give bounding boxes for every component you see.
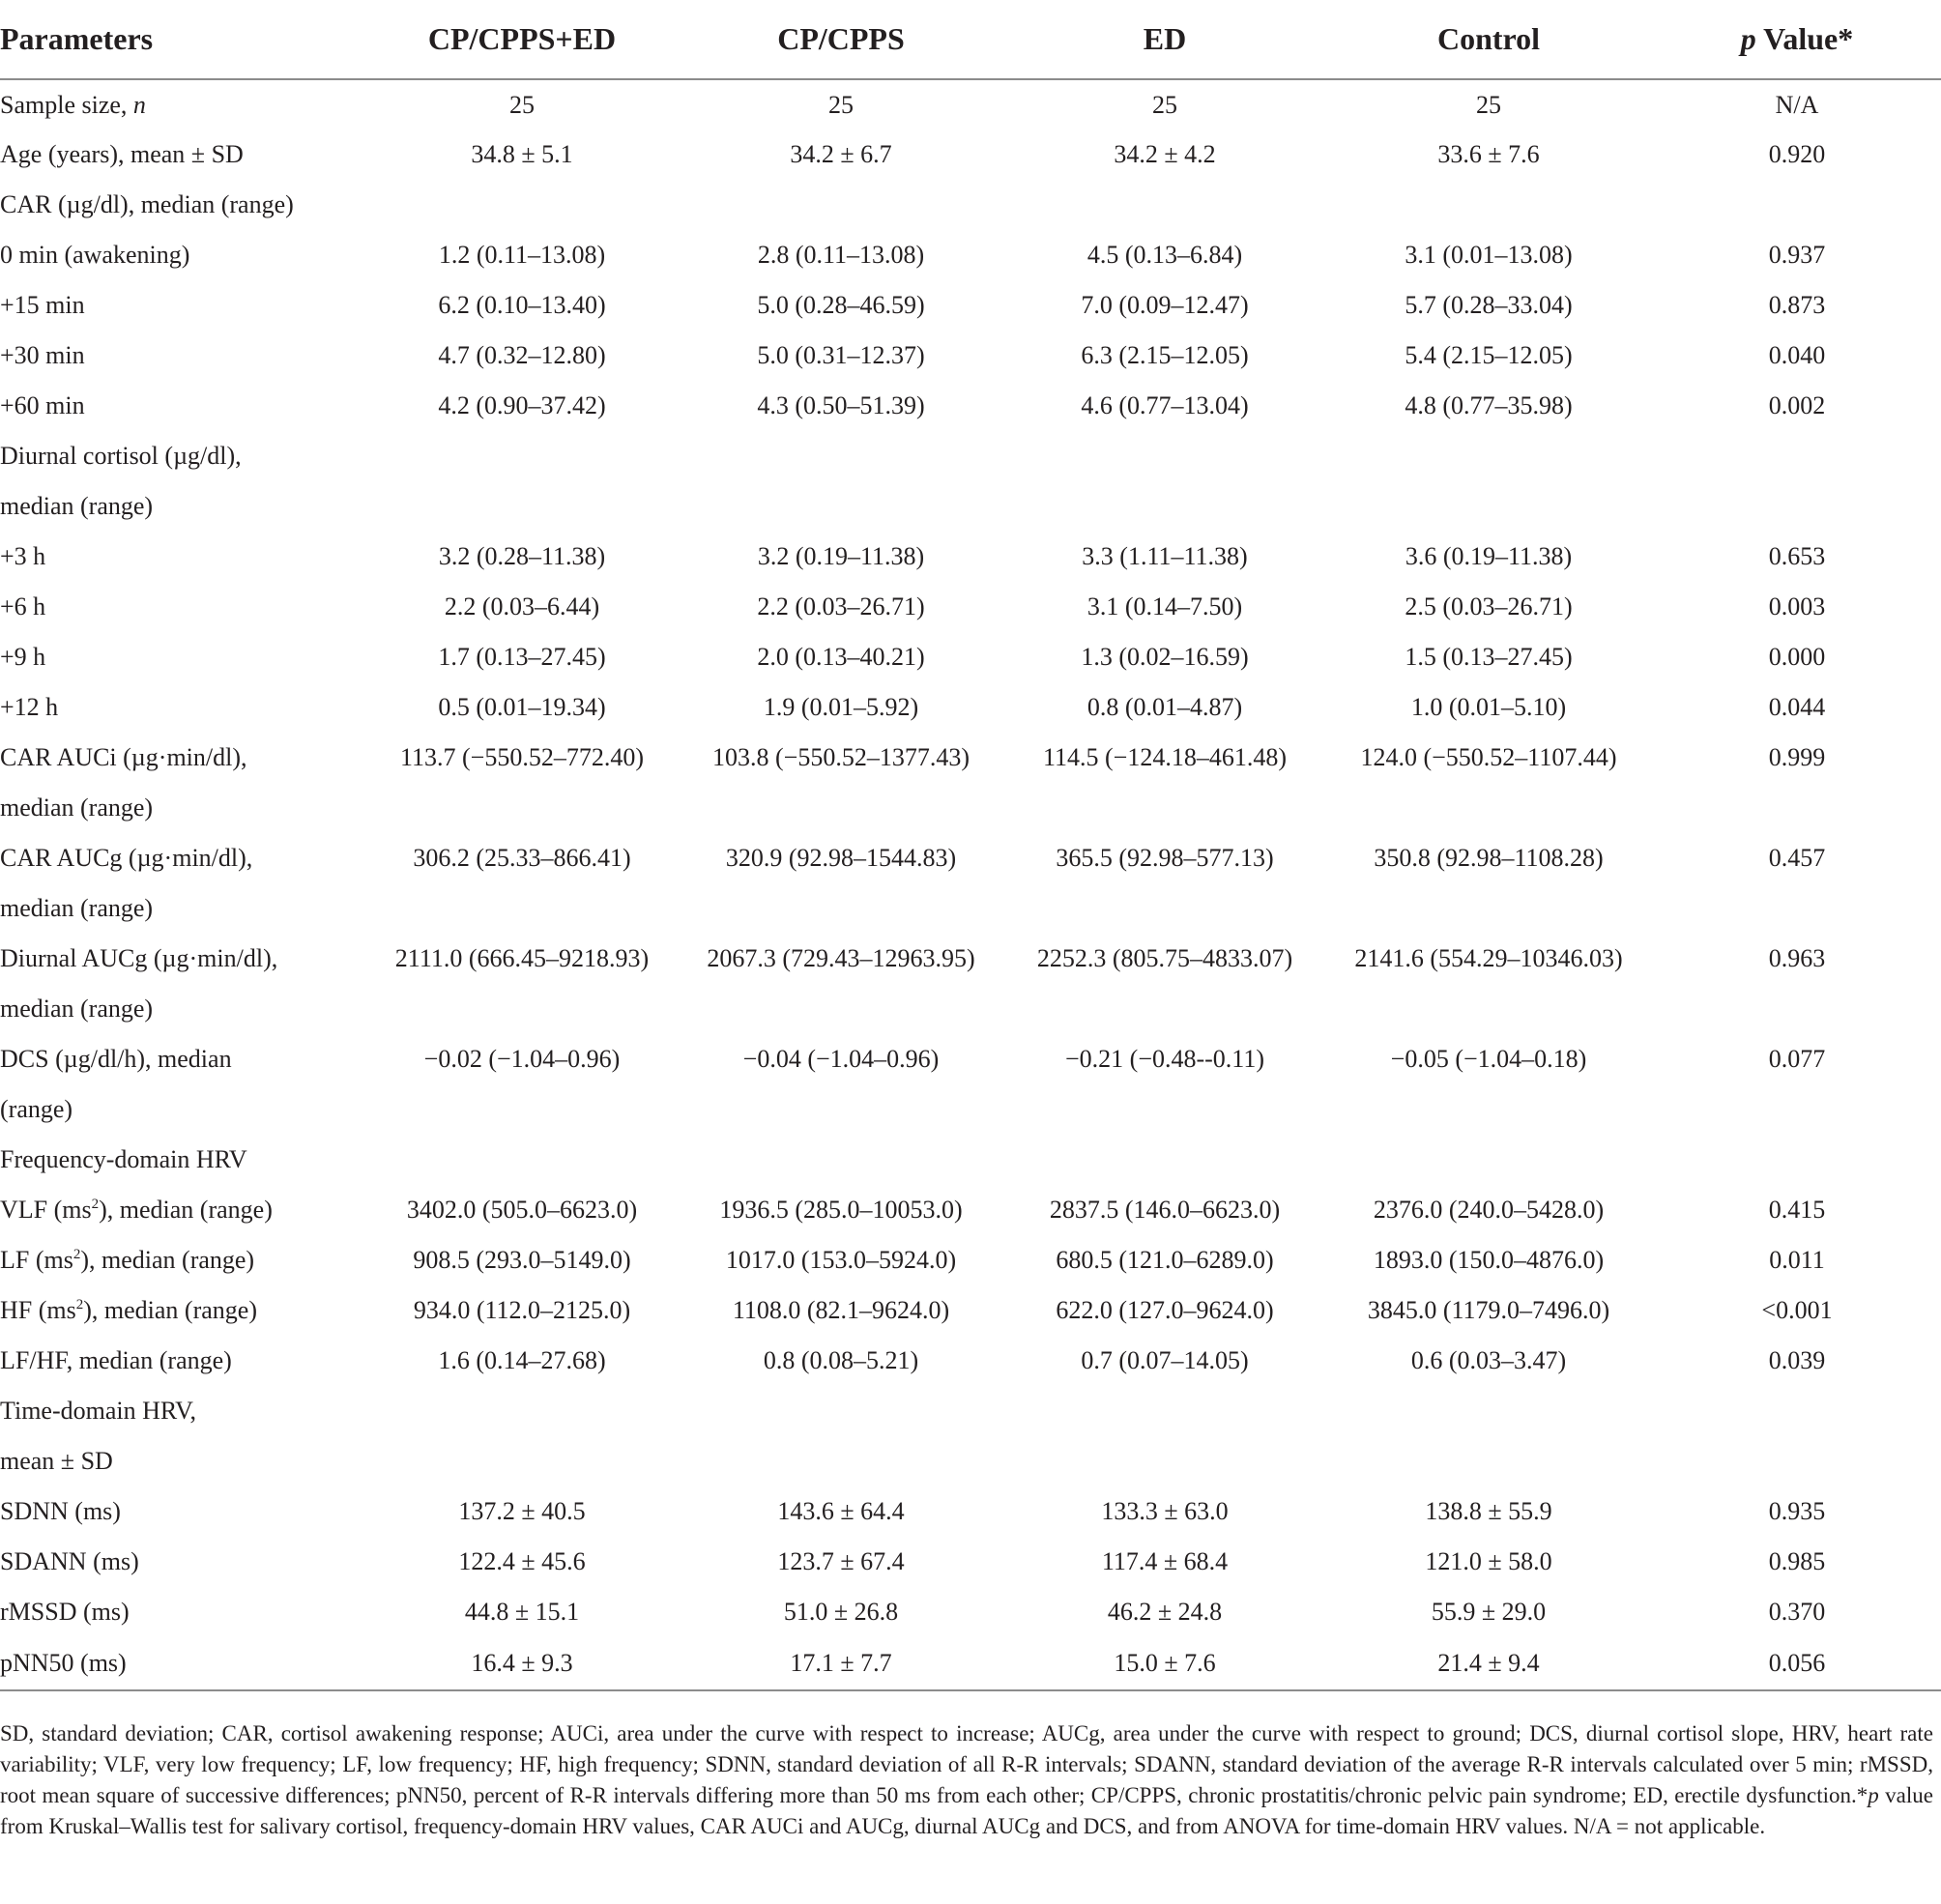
cell-cpcpps-ed: 2.2 (0.03–6.44): [444, 592, 600, 620]
cell-cpcpps-ed: [367, 1135, 677, 1185]
cell-control: 25: [1476, 90, 1501, 119]
cell-control: 121.0 ± 58.0: [1425, 1547, 1552, 1575]
row-label: [0, 632, 367, 682]
cell-ed: [1005, 1135, 1324, 1185]
cell-control: 138.8 ± 55.9: [1425, 1497, 1552, 1525]
cell-control: [1324, 180, 1653, 230]
cell-cpcpps-ed: 44.8 ± 15.1: [464, 1598, 580, 1626]
row-label-text: Age (years), mean ± SD: [0, 140, 244, 168]
cell-p-value: 0.077: [1768, 1045, 1826, 1073]
cell-cpcpps-ed: 1.6 (0.14–27.68): [438, 1346, 606, 1374]
cell-control: 3845.0 (1179.0–7496.0): [1367, 1296, 1610, 1324]
row-label: [0, 582, 367, 632]
row-label-text: LF (ms: [0, 1246, 73, 1274]
cell-cpcpps: 34.2 ± 6.7: [790, 140, 892, 168]
cell-ed: [1005, 1436, 1324, 1486]
cell-ed: [1005, 1084, 1324, 1135]
cell-cpcpps: 0.8 (0.08–5.21): [763, 1346, 919, 1374]
row-label-text: LF/HF, median (range): [0, 1346, 232, 1374]
row-label-superscript: 2: [75, 1297, 84, 1313]
cell-p-value: [1653, 1135, 1941, 1185]
cell-p-value: 0.003: [1768, 592, 1826, 620]
row-label: [0, 331, 367, 381]
row-label-italic: n: [132, 90, 146, 119]
cell-control: 2141.6 (554.29–10346.03): [1354, 944, 1623, 972]
table-row: [0, 1336, 1941, 1386]
cell-cpcpps: [677, 431, 1005, 481]
cell-p-value: 0.040: [1768, 341, 1826, 369]
cell-p-value: 0.056: [1653, 1637, 1941, 1690]
row-label: [0, 381, 367, 431]
row-label: [0, 1537, 367, 1587]
cell-cpcpps: 2.8 (0.11–13.08): [757, 241, 925, 269]
cell-ed: 114.5 (−124.18–461.48): [1042, 743, 1287, 771]
cell-cpcpps-ed: [367, 783, 677, 833]
cell-control: [1324, 783, 1653, 833]
cell-cpcpps: [677, 984, 1005, 1034]
cell-p-value: 0.370: [1768, 1598, 1826, 1626]
cell-cpcpps: [677, 1084, 1005, 1135]
cell-p-value: [1653, 1386, 1941, 1436]
cell-cpcpps: 123.7 ± 67.4: [777, 1547, 905, 1575]
row-label-text: DCS (µg/dl/h), median: [0, 1045, 232, 1073]
cell-p-value: [1653, 180, 1941, 230]
table-row: [0, 1587, 1941, 1637]
cell-cpcpps: [677, 883, 1005, 934]
footnote-abbreviations: SD, standard deviation; CAR, cortisol awakening response; AUCi, area under the curve with respect to increase; AUCg, area under the curve with respect to ground; DCS, diurnal cortisol slope, HRV, heart rate variability; VLF, very low frequency; LF, low frequency; HF, high frequency; SDNN, standard deviation of all R-R intervals; SDANN, standard deviation of the average R-R intervals calculated over 5 min; rMSSD, root mean square of successive differences; pNN50, percent of R-R intervals differing more than 50 ms from each other; CP/CPPS, chronic prostatitis/chronic pelvic pain syndrome; ED, erectile dysfunction.*: [0, 1721, 1933, 1807]
cell-p-value: 0.920: [1768, 140, 1826, 168]
cell-control: [1324, 1135, 1653, 1185]
cell-cpcpps-ed: −0.02 (−1.04–0.96): [423, 1045, 621, 1073]
table-row: [0, 1386, 1941, 1436]
cell-p-value: 0.000: [1768, 643, 1826, 671]
cell-control: 3.1 (0.01–13.08): [1405, 241, 1573, 269]
cell-ed: 46.2 ± 24.8: [1107, 1598, 1223, 1626]
cell-ed: [1005, 984, 1324, 1034]
cell-p-value: [1653, 481, 1941, 532]
cell-p-value: [1653, 883, 1941, 934]
cell-control: −0.05 (−1.04–0.18): [1390, 1045, 1587, 1073]
table-row: [0, 1084, 1941, 1135]
row-label-text: +30 min: [0, 341, 85, 369]
header-cpcpps: CP/CPPS: [677, 0, 1005, 79]
table-row: [0, 130, 1941, 180]
cell-p-value: 0.011: [1769, 1246, 1825, 1274]
cell-cpcpps: 2067.3 (729.43–12963.95): [707, 944, 975, 972]
row-label: [0, 733, 367, 783]
cell-cpcpps: 143.6 ± 64.4: [777, 1497, 905, 1525]
cell-ed: 133.3 ± 63.0: [1101, 1497, 1229, 1525]
table-row: [0, 280, 1941, 331]
cell-cpcpps: −0.04 (−1.04–0.96): [742, 1045, 940, 1073]
cell-cpcpps-ed: [367, 1436, 677, 1486]
row-label-text: (range): [0, 1095, 73, 1123]
row-label: [0, 833, 367, 883]
row-label-text: HF (ms: [0, 1296, 76, 1324]
table-row: [0, 331, 1941, 381]
header-p-italic: p: [1740, 21, 1756, 56]
cell-cpcpps-ed: 25: [509, 90, 535, 119]
table-row: [0, 1637, 1941, 1690]
cell-ed: [1005, 883, 1324, 934]
cell-cpcpps: 5.0 (0.28–46.59): [757, 291, 925, 319]
cell-ed: 15.0 ± 7.6: [1005, 1637, 1324, 1690]
cell-p-value: [1653, 984, 1941, 1034]
cell-cpcpps-ed: 4.7 (0.32–12.80): [438, 341, 606, 369]
row-label: [0, 1235, 367, 1285]
cell-ed: 365.5 (92.98–577.13): [1056, 844, 1274, 872]
cell-cpcpps: 25: [828, 90, 854, 119]
cell-ed: 0.8 (0.01–4.87): [1086, 693, 1243, 721]
cell-ed: [1005, 481, 1324, 532]
row-label: [0, 1386, 367, 1436]
cell-ed: 4.6 (0.77–13.04): [1081, 391, 1249, 419]
row-label: [0, 1436, 367, 1486]
cell-cpcpps-ed: 1.2 (0.11–13.08): [438, 241, 606, 269]
table-row: [0, 1285, 1941, 1336]
cell-cpcpps-ed: 0.5 (0.01–19.34): [438, 693, 606, 721]
row-label: [0, 532, 367, 582]
row-label: [0, 783, 367, 833]
cell-cpcpps: [677, 481, 1005, 532]
cell-p-value: N/A: [1775, 90, 1819, 119]
cell-control: 0.6 (0.03–3.47): [1410, 1346, 1567, 1374]
cell-p-value: 0.415: [1768, 1196, 1826, 1224]
cell-ed: 25: [1152, 90, 1177, 119]
table-row: [0, 1537, 1941, 1587]
cell-ed: 4.5 (0.13–6.84): [1086, 241, 1243, 269]
cell-ed: 6.3 (2.15–12.05): [1081, 341, 1249, 369]
cell-ed: 1.3 (0.02–16.59): [1081, 643, 1249, 671]
row-label: [0, 79, 367, 130]
cell-cpcpps-ed: 2111.0 (666.45–9218.93): [394, 944, 650, 972]
cell-cpcpps-ed: 1.7 (0.13–27.45): [438, 643, 606, 671]
cell-cpcpps: 1017.0 (153.0–5924.0): [725, 1246, 957, 1274]
cell-control: 2.5 (0.03–26.71): [1405, 592, 1573, 620]
row-label: [0, 883, 367, 934]
cell-ed: 117.4 ± 68.4: [1101, 1547, 1229, 1575]
cell-cpcpps: 3.2 (0.19–11.38): [757, 542, 925, 570]
cell-control: 21.4 ± 9.4: [1324, 1637, 1653, 1690]
row-label-suffix: ), median (range): [83, 1296, 257, 1324]
cell-cpcpps-ed: 3.2 (0.28–11.38): [438, 542, 606, 570]
cell-ed: [1005, 180, 1324, 230]
cell-p-value: 0.044: [1768, 693, 1826, 721]
cell-p-value: 0.999: [1768, 743, 1826, 771]
row-label-text: VLF (ms: [0, 1196, 92, 1224]
cell-p-value: 0.873: [1768, 291, 1826, 319]
table-row: [0, 783, 1941, 833]
cell-control: 1.5 (0.13–27.45): [1405, 643, 1573, 671]
cell-ed: [1005, 783, 1324, 833]
table-header: [0, 0, 1941, 79]
cell-cpcpps-ed: 4.2 (0.90–37.42): [438, 391, 606, 419]
row-label-text: Sample size,: [0, 90, 133, 119]
cell-p-value: [1653, 783, 1941, 833]
table-row: [0, 934, 1941, 984]
cell-cpcpps-ed: [367, 984, 677, 1034]
cell-control: [1324, 481, 1653, 532]
row-label: [0, 1486, 367, 1537]
cell-ed: [1005, 1386, 1324, 1436]
row-label-text: rMSSD (ms): [0, 1598, 130, 1626]
row-label-text: +15 min: [0, 291, 85, 319]
table-row: [0, 984, 1941, 1034]
cell-control: [1324, 431, 1653, 481]
row-label-suffix: ), median (range): [80, 1246, 255, 1274]
cell-control: 4.8 (0.77–35.98): [1405, 391, 1573, 419]
row-label-text: Frequency-domain HRV: [0, 1145, 247, 1173]
table-row: [0, 733, 1941, 783]
row-label-text: median (range): [0, 894, 154, 922]
table-row: [0, 532, 1941, 582]
cell-cpcpps-ed: 908.5 (293.0–5149.0): [413, 1246, 631, 1274]
cell-cpcpps: 2.0 (0.13–40.21): [757, 643, 925, 671]
row-label-text: CAR AUCi (µg·min/dl),: [0, 743, 247, 771]
cell-cpcpps-ed: [367, 1386, 677, 1436]
cell-control: [1324, 1386, 1653, 1436]
cell-cpcpps-ed: 934.0 (112.0–2125.0): [413, 1296, 631, 1324]
cell-p-value: [1653, 1436, 1941, 1486]
cell-cpcpps-ed: 16.4 ± 9.3: [367, 1637, 677, 1690]
cell-p-value: 0.653: [1768, 542, 1826, 570]
cell-cpcpps-ed: 3402.0 (505.0–6623.0): [406, 1196, 638, 1224]
cell-cpcpps: 1108.0 (82.1–9624.0): [732, 1296, 950, 1324]
cell-cpcpps-ed: [367, 431, 677, 481]
header-ed: ED: [1005, 0, 1324, 79]
footnote-test-description: value from Kruskal–Wallis test for salivary cortisol, frequency-domain HRV values, CAR AUCi and AUCg, diurnal AUCg and DCS, and from ANOVA for time-domain HRV values. N/A = not applicable.: [0, 1783, 1933, 1838]
cell-control: 33.6 ± 7.6: [1437, 140, 1540, 168]
cell-p-value: 0.937: [1768, 241, 1826, 269]
table-row: [0, 883, 1941, 934]
cell-cpcpps: 1936.5 (285.0–10053.0): [719, 1196, 963, 1224]
row-label-text: mean ± SD: [0, 1447, 113, 1475]
row-label-text: +12 h: [0, 693, 59, 721]
cell-cpcpps: 2.2 (0.03–26.71): [757, 592, 925, 620]
cell-p-value: 0.039: [1768, 1346, 1826, 1374]
table-row: [0, 682, 1941, 733]
cell-control: [1324, 1084, 1653, 1135]
cell-control: 1893.0 (150.0–4876.0): [1373, 1246, 1605, 1274]
cell-cpcpps: [677, 1436, 1005, 1486]
cell-control: 3.6 (0.19–11.38): [1405, 542, 1573, 570]
cell-cpcpps: 1.9 (0.01–5.92): [763, 693, 919, 721]
cell-cpcpps: [677, 1386, 1005, 1436]
row-label-text: median (range): [0, 995, 154, 1023]
cell-control: [1324, 1436, 1653, 1486]
row-label-text: pNN50 (ms): [0, 1649, 127, 1677]
cell-control: 2376.0 (240.0–5428.0): [1373, 1196, 1605, 1224]
table-row: [0, 632, 1941, 682]
cell-control: [1324, 883, 1653, 934]
table-row: [0, 1486, 1941, 1537]
row-label-text: median (range): [0, 492, 154, 520]
cell-cpcpps: [677, 1135, 1005, 1185]
cell-control: [1324, 984, 1653, 1034]
row-label-text: +6 h: [0, 592, 46, 620]
cell-ed: 34.2 ± 4.2: [1114, 140, 1216, 168]
row-label-text: CAR AUCg (µg·min/dl),: [0, 844, 253, 872]
cell-cpcpps: 320.9 (92.98–1544.83): [725, 844, 957, 872]
cell-cpcpps: [677, 180, 1005, 230]
cell-cpcpps: [677, 783, 1005, 833]
table-row: [0, 1436, 1941, 1486]
cell-control: 55.9 ± 29.0: [1431, 1598, 1547, 1626]
cell-cpcpps: 17.1 ± 7.7: [677, 1637, 1005, 1690]
table-row: [0, 833, 1941, 883]
row-label-text: +3 h: [0, 542, 46, 570]
cell-ed: 0.7 (0.07–14.05): [1081, 1346, 1249, 1374]
cell-control: 124.0 (−550.52–1107.44): [1360, 743, 1617, 771]
row-label-text: Diurnal AUCg (µg·min/dl),: [0, 944, 278, 972]
row-label: [0, 682, 367, 733]
table-row: [0, 1135, 1941, 1185]
row-label-text: 0 min (awakening): [0, 241, 190, 269]
row-label-text: +60 min: [0, 391, 85, 419]
row-label-text: CAR (µg/dl), median (range): [0, 190, 294, 218]
cell-ed: −0.21 (−0.48--0.11): [1065, 1045, 1264, 1073]
cell-p-value: 0.457: [1768, 844, 1826, 872]
cell-p-value: 0.985: [1768, 1547, 1826, 1575]
cell-cpcpps-ed: 306.2 (25.33–866.41): [413, 844, 631, 872]
footnote-p-italic: p: [1868, 1783, 1879, 1807]
header-row: [0, 0, 1941, 79]
cell-cpcpps: 51.0 ± 26.8: [783, 1598, 899, 1626]
row-label-superscript: 2: [91, 1197, 100, 1212]
cell-p-value: [1653, 431, 1941, 481]
table-row: [0, 230, 1941, 280]
cell-ed: [1005, 431, 1324, 481]
cell-ed: 3.1 (0.14–7.50): [1086, 592, 1243, 620]
cell-ed: 7.0 (0.09–12.47): [1081, 291, 1249, 319]
row-label: [0, 481, 367, 532]
cell-cpcpps-ed: [367, 883, 677, 934]
header-cpcpps-ed: CP/CPPS+ED: [367, 0, 677, 79]
cell-ed: 622.0 (127.0–9624.0): [1056, 1296, 1274, 1324]
cell-cpcpps: 5.0 (0.31–12.37): [757, 341, 925, 369]
cell-p-value: 0.963: [1768, 944, 1826, 972]
row-label: [0, 1135, 367, 1185]
row-label: [0, 230, 367, 280]
row-label-text: Diurnal cortisol (µg/dl),: [0, 442, 242, 470]
row-label: [0, 180, 367, 230]
cell-cpcpps-ed: 137.2 ± 40.5: [458, 1497, 586, 1525]
table-footnote: [0, 1718, 1933, 1842]
table-row: [0, 381, 1941, 431]
row-label-text: SDANN (ms): [0, 1547, 139, 1575]
table-row: [0, 1235, 1941, 1285]
cell-ed: 680.5 (121.0–6289.0): [1056, 1246, 1274, 1274]
table-row: [0, 1034, 1941, 1084]
table-row: [0, 431, 1941, 481]
table-row: [0, 180, 1941, 230]
row-label-text: +9 h: [0, 643, 46, 671]
cell-cpcpps: 103.8 (−550.52–1377.43): [712, 743, 970, 771]
row-label: [0, 130, 367, 180]
cell-control: 1.0 (0.01–5.10): [1410, 693, 1567, 721]
cell-cpcpps-ed: 34.8 ± 5.1: [471, 140, 573, 168]
cell-p-value: <0.001: [1761, 1296, 1833, 1324]
row-label: [0, 431, 367, 481]
cell-control: 350.8 (92.98–1108.28): [1374, 844, 1604, 872]
cell-cpcpps: 4.3 (0.50–51.39): [757, 391, 925, 419]
row-label: [0, 280, 367, 331]
table-row: [0, 481, 1941, 532]
row-label: [0, 934, 367, 984]
row-label: [0, 1185, 367, 1235]
row-label-text: median (range): [0, 793, 154, 822]
cell-cpcpps-ed: [367, 1084, 677, 1135]
row-label: [0, 1587, 367, 1637]
cell-p-value: [1653, 1084, 1941, 1135]
table-row: [0, 79, 1941, 130]
row-label-text: SDNN (ms): [0, 1497, 121, 1525]
cell-cpcpps-ed: 6.2 (0.10–13.40): [438, 291, 606, 319]
row-label: [0, 1034, 367, 1084]
row-label: [0, 1285, 367, 1336]
cell-cpcpps-ed: 113.7 (−550.52–772.40): [399, 743, 644, 771]
cell-cpcpps-ed: [367, 481, 677, 532]
cell-cpcpps-ed: [367, 180, 677, 230]
row-label-text: Time-domain HRV,: [0, 1397, 197, 1425]
row-label: [0, 1336, 367, 1386]
table-body: [0, 79, 1941, 1690]
cell-p-value: 0.002: [1768, 391, 1826, 419]
header-p-rest: Value*: [1755, 21, 1854, 56]
row-label: [0, 1084, 367, 1135]
table-row: [0, 582, 1941, 632]
row-label: [0, 1637, 367, 1690]
row-label-superscript: 2: [72, 1247, 81, 1262]
row-label: [0, 984, 367, 1034]
cell-ed: 2252.3 (805.75–4833.07): [1036, 944, 1293, 972]
cell-ed: 2837.5 (146.0–6623.0): [1049, 1196, 1281, 1224]
cell-cpcpps-ed: 122.4 ± 45.6: [458, 1547, 586, 1575]
cell-ed: 3.3 (1.11–11.38): [1082, 542, 1248, 570]
cell-control: 5.7 (0.28–33.04): [1405, 291, 1573, 319]
header-parameters: Parameters: [0, 0, 367, 79]
row-label-suffix: ), median (range): [99, 1196, 273, 1224]
cell-control: 5.4 (2.15–12.05): [1405, 341, 1573, 369]
header-control: Control: [1324, 0, 1653, 79]
header-p-value: [1653, 0, 1941, 79]
cell-p-value: 0.935: [1768, 1497, 1826, 1525]
table-row: [0, 1185, 1941, 1235]
